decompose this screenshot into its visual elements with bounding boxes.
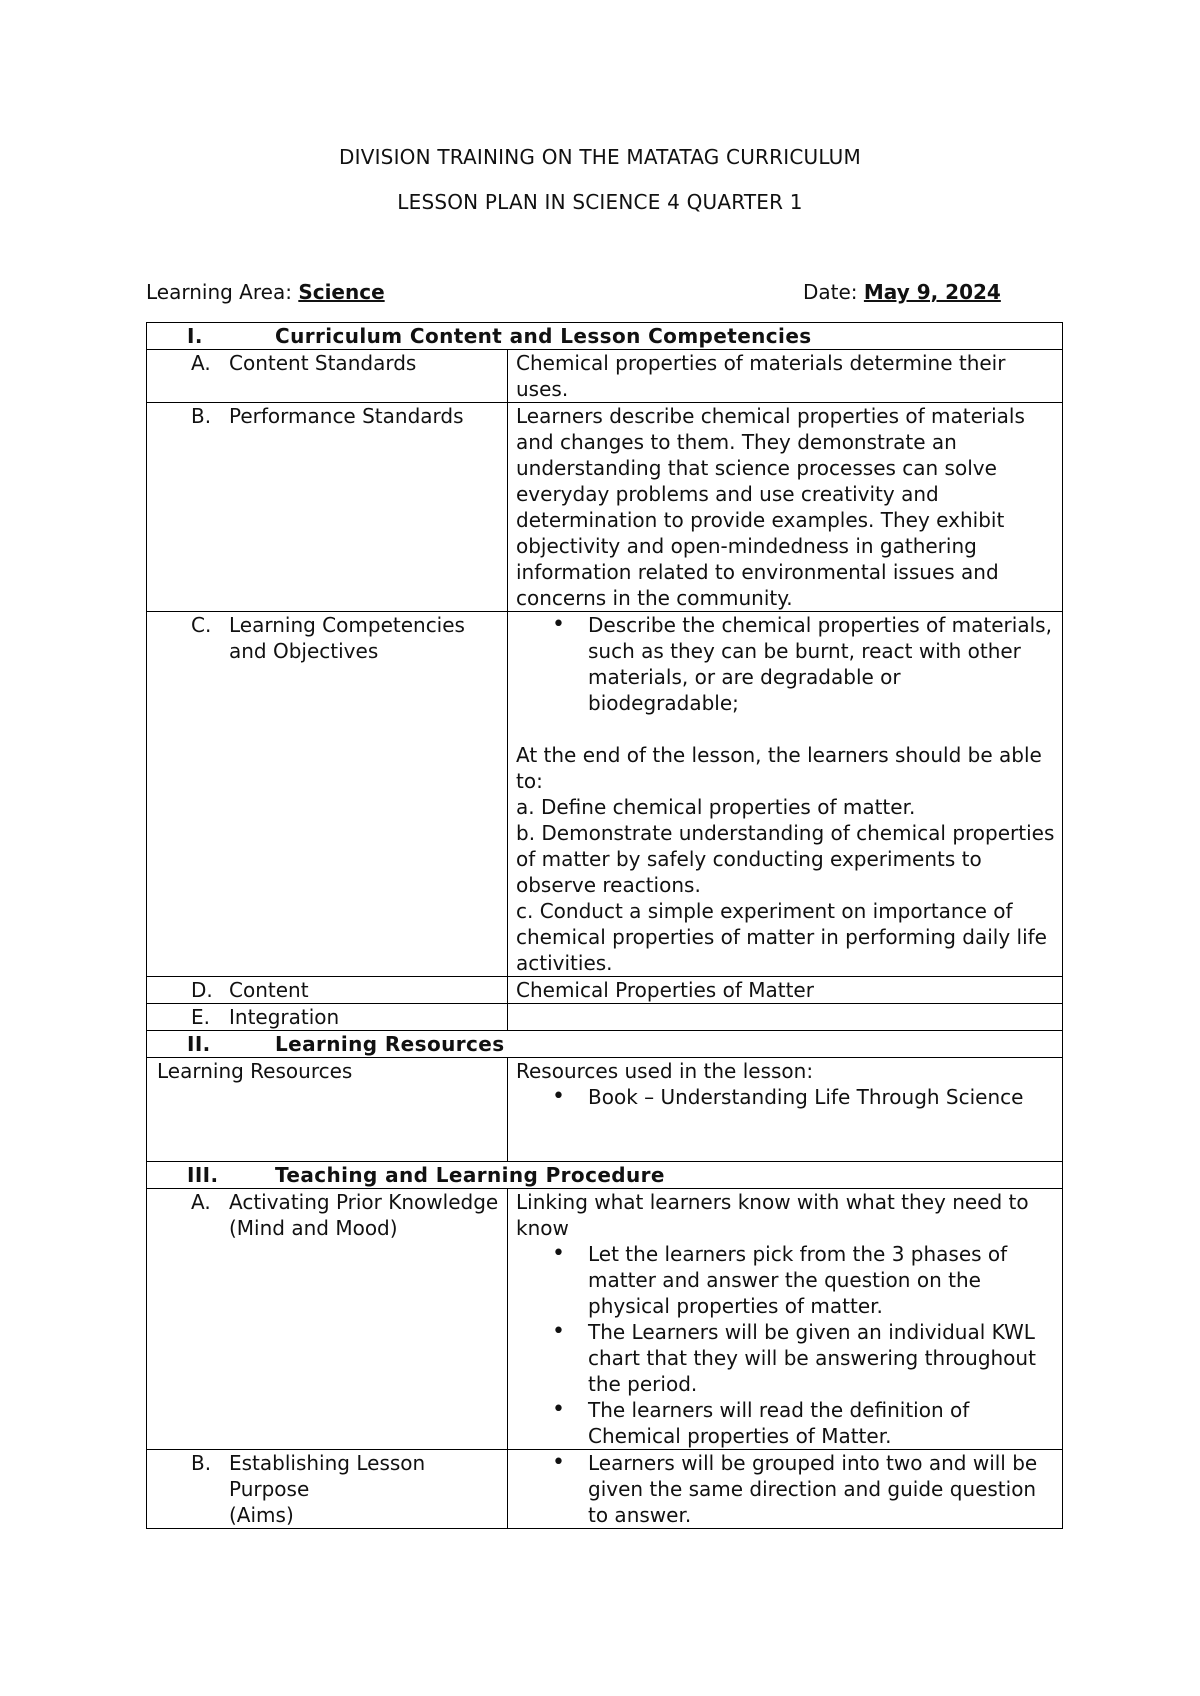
list-item: • The Learners will be given an individual KWL chart that they will be answering throughout the period. xyxy=(516,1319,1056,1397)
section-title: Learning Resources xyxy=(275,1032,505,1056)
lesson-plan-table xyxy=(146,322,1063,1529)
learning-area xyxy=(146,280,385,304)
row-letter: D. xyxy=(191,978,213,1002)
date-value: May 9, 2024 xyxy=(863,280,1001,304)
row-label: Learning Resources xyxy=(147,1058,508,1162)
row-value xyxy=(508,1004,1063,1031)
list-item: • Learners will be grouped into two and will be given the same direction and guide question to answer. xyxy=(516,1450,1056,1528)
document-title: DIVISION TRAINING ON THE MATATAG CURRICULUM xyxy=(339,145,861,169)
section-number: II. xyxy=(187,1032,211,1056)
date-label: Date: xyxy=(803,280,864,304)
document-subtitle: LESSON PLAN IN SCIENCE 4 QUARTER 1 xyxy=(397,190,803,214)
row-integration xyxy=(147,1004,1063,1031)
row-letter: B. xyxy=(191,404,212,428)
row-label: Establishing Lesson Purpose xyxy=(229,1451,426,1501)
row-value: Chemical Properties of Matter xyxy=(508,977,1063,1004)
bullet-list xyxy=(516,1241,1056,1449)
objective-b: b. Demonstrate understanding of chemical properties of matter by safely conducting experiments to observe reactions. xyxy=(516,821,1055,897)
list-item: • The learners will read the definition of Chemical properties of Matter. xyxy=(516,1397,1056,1449)
list-item: • Describe the chemical properties of materials, such as they can be burnt, react with other materials, or are degradable or biodegradable; xyxy=(516,612,1056,716)
row-label: Integration xyxy=(229,1005,340,1029)
row-learning-resources xyxy=(147,1058,1063,1162)
section-number: I. xyxy=(187,324,203,348)
learning-area-label: Learning Area: xyxy=(146,280,299,304)
lesson-date xyxy=(803,280,1001,304)
section-header-1 xyxy=(147,323,1063,350)
row-content-standards xyxy=(147,350,1063,403)
list-item: • Let the learners pick from the 3 phases of matter and answer the question on the physical properties of matter. xyxy=(516,1241,1056,1319)
row-performance-standards xyxy=(147,403,1063,612)
row-letter: B. xyxy=(191,1451,212,1475)
activity-intro: Linking what learners know with what they need to know xyxy=(516,1190,1029,1240)
learning-area-value: Science xyxy=(298,280,385,304)
row-letter: C. xyxy=(191,613,212,637)
bullet-list xyxy=(516,612,1056,716)
list-item: • Book – Understanding Life Through Science xyxy=(516,1084,1056,1110)
row-label: Content xyxy=(229,978,309,1002)
objective-a: a. Define chemical properties of matter. xyxy=(516,795,916,819)
row-label: Learning Competencies and Objectives xyxy=(229,613,465,663)
row-letter: A. xyxy=(191,351,211,375)
bullet-list xyxy=(516,1450,1056,1528)
section-header-2 xyxy=(147,1031,1063,1058)
bullet-list xyxy=(516,1084,1056,1110)
row-content xyxy=(147,977,1063,1004)
row-letter: A. xyxy=(191,1190,211,1214)
resources-intro: Resources used in the lesson: xyxy=(516,1059,814,1083)
objectives-intro: At the end of the lesson, the learners should be able to: xyxy=(516,743,1042,793)
row-label: Performance Standards xyxy=(229,404,464,428)
row-label: Activating Prior Knowledge xyxy=(229,1190,499,1214)
row-sublabel: (Aims) xyxy=(229,1503,294,1527)
row-activating-prior-knowledge xyxy=(147,1189,1063,1450)
section-header-3 xyxy=(147,1162,1063,1189)
row-label: Content Standards xyxy=(229,351,417,375)
section-title: Teaching and Learning Procedure xyxy=(275,1163,665,1187)
objective-c: c. Conduct a simple experiment on importance of chemical properties of matter in performing daily life activities. xyxy=(516,899,1047,975)
section-title: Curriculum Content and Lesson Competencies xyxy=(275,324,812,348)
row-value: Learners describe chemical properties of materials and changes to them. They demonstrate an understanding that science processes can solve everyday problems and use creativity and determination to provide examples. They exhibit objectivity and open-mindedness in gathering information related to environmental issues and concerns in the community. xyxy=(508,403,1063,612)
row-value: Chemical properties of materials determine their uses. xyxy=(508,350,1063,403)
row-sublabel: (Mind and Mood) xyxy=(229,1216,398,1240)
row-lesson-purpose xyxy=(147,1450,1063,1529)
row-learning-competencies xyxy=(147,612,1063,977)
section-number: III. xyxy=(187,1163,219,1187)
row-letter: E. xyxy=(191,1005,210,1029)
